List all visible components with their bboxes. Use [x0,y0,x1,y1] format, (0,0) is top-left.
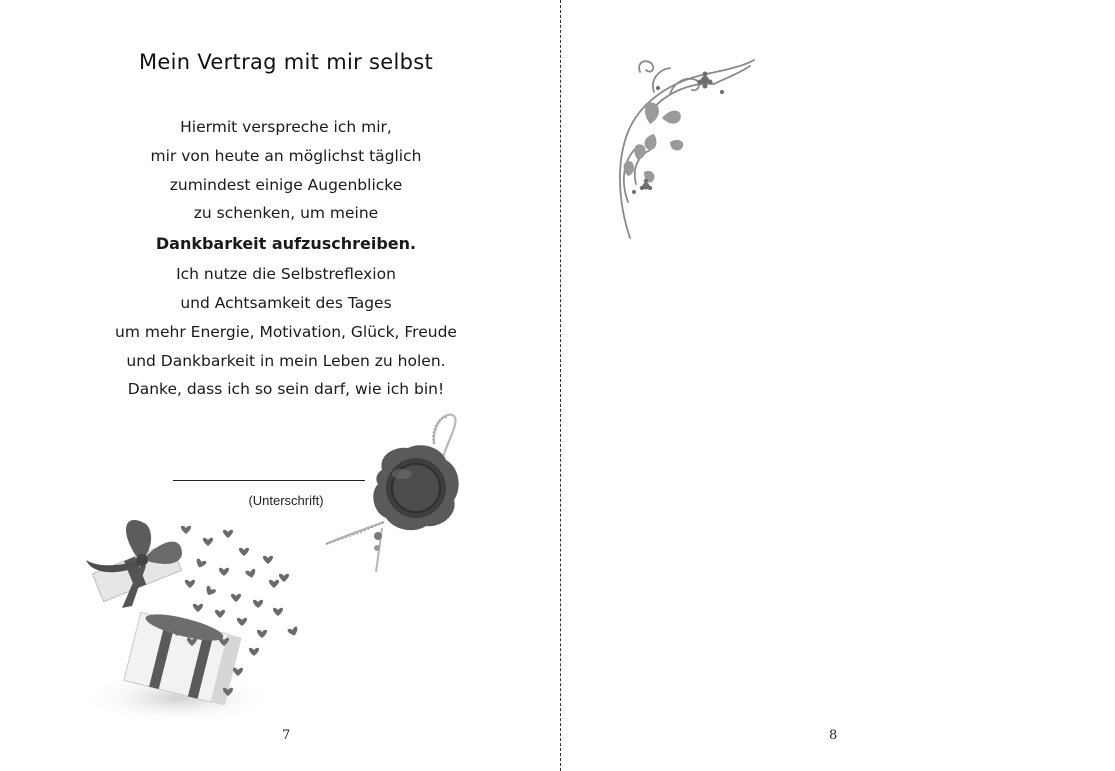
contract-line-3: zumindest einige Augenblicke [169,175,403,194]
gift-box-hearts-icon [78,508,318,730]
contract-line-7: und Achtsamkeit des Tages [180,293,392,312]
page-number-right: 8 [829,728,838,743]
contract-line-6: Ich nutze die Selbstreflexion [176,265,396,284]
contract-line-9: und Dankbarkeit in mein Leben zu holen. [126,351,446,370]
contract-line-8: um mehr Energie, Motivation, Glück, Freude [115,322,457,341]
page-title: Mein Vertrag mit mir selbst [139,50,433,74]
signature-label: (Unterschrift) [248,493,324,508]
wax-seal-icon [322,412,467,577]
contract-line-10: Danke, dass ich so sein darf, wie ich bin! [127,380,445,399]
page-number-left: 7 [282,728,291,743]
contract-text [0,113,572,404]
contract-line-1: Hiermit verspreche ich mir, [180,118,392,136]
page-divider [560,0,561,771]
floral-corner-ornament-icon [610,52,760,242]
contract-line-2: mir von heute an möglichst täglich [150,146,422,165]
contract-emphasis-line: Dankbarkeit aufzuschreiben. [155,234,417,254]
contract-line-4: zu schenken, um meine [193,204,379,223]
